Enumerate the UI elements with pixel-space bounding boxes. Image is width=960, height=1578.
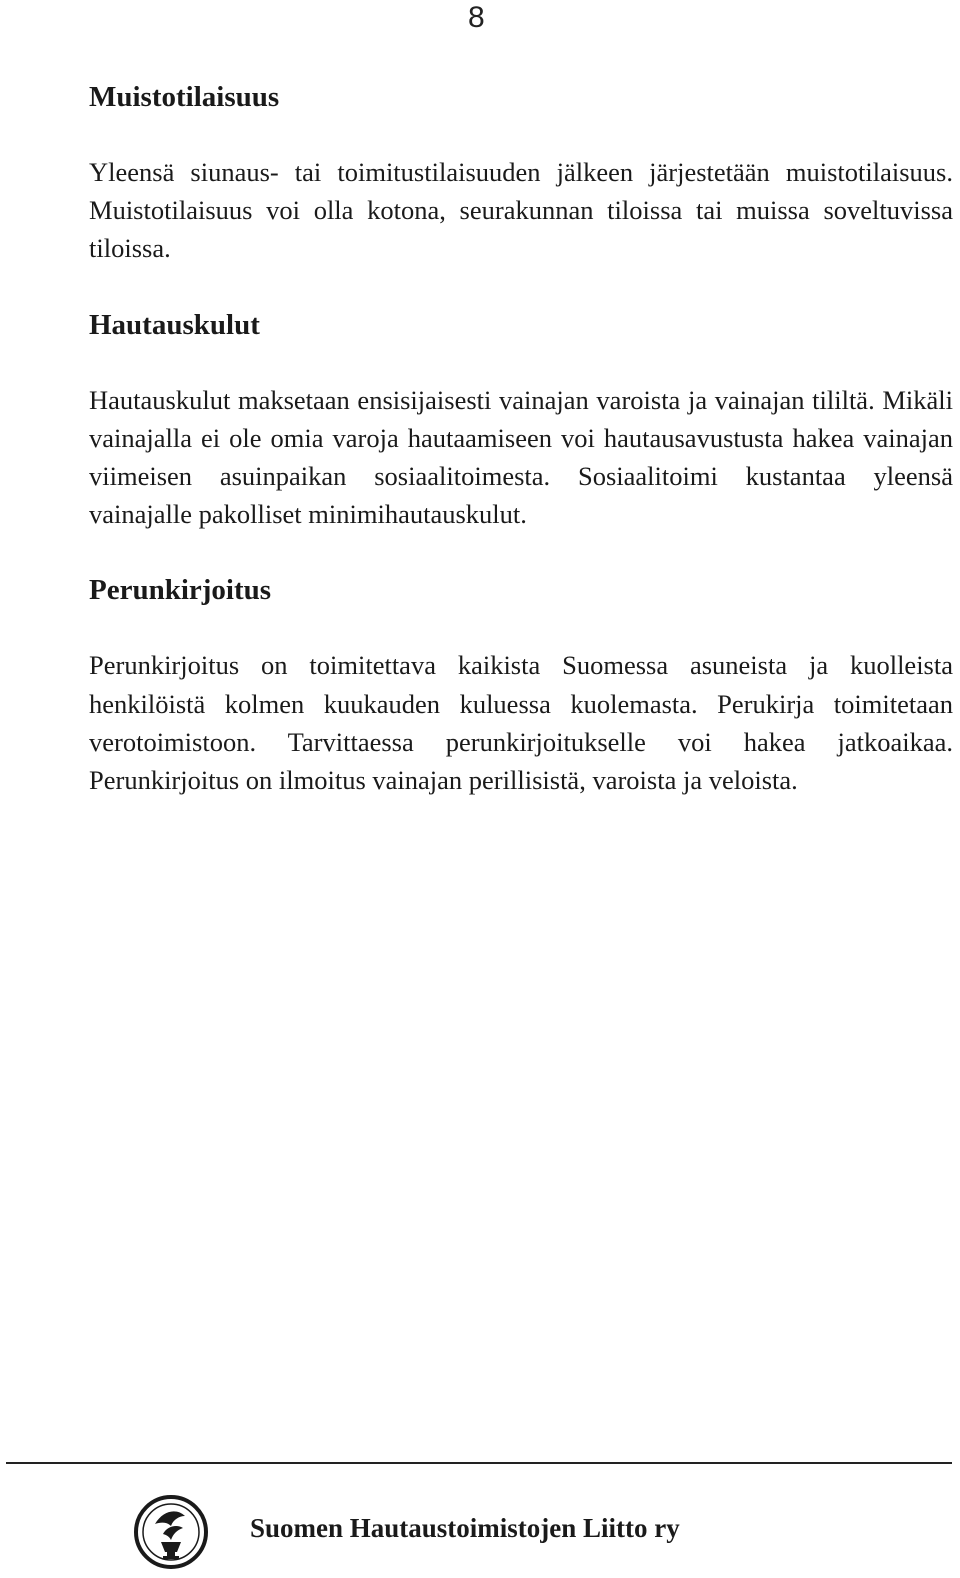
page-number: 8	[468, 1, 485, 34]
footer-organization-name: Suomen Hautaustoimistojen Liitto ry	[250, 1513, 680, 1543]
section-heading-perunkirjoitus: Perunkirjoitus	[89, 574, 272, 607]
section-text-perunkirjoitus: Perunkirjoitus on toimitettava kaikista Suomessa asuneista ja kuolleista henkilöistä kolmen kuukauden kuluessa kuolemasta. Perukirja toimitetaan verotoimistoon. Tarvittaessa perunkirjoitukselle voi hakea jatkoaikaa. Perunkirjoitus on ilmoitus vainajan perillisistä, varoista ja veloista.	[89, 650, 953, 796]
document-body	[89, 78, 953, 799]
association-emblem-icon	[133, 1494, 209, 1570]
section-heading-muistotilaisuus: Muistotilaisuus	[89, 81, 280, 113]
section-heading-hautauskulut: Hautauskulut	[89, 308, 260, 341]
section-text-muistotilaisuus: Yleensä siunaus- tai toimitustilaisuuden jälkeen järjestetään muistotilaisuus. Muistotilaisuus voi olla kotona, seurakunnan tiloissa tai muissa soveltuvissa tiloissa.	[89, 157, 953, 264]
footer-divider	[6, 1462, 952, 1464]
section-text-hautauskulut: Hautauskulut maksetaan ensisijaisesti vainajan varoista ja vainajan tililtä. Mikäli vainajalla ei ole omia varoja hautaamiseen voi hautausavustusta hakea vainajan viimeisen asuinpaikan sosiaalitoimesta. Sosiaalitoimi kustantaa yleensä vainajalle pakolliset minimihautauskulut.	[89, 384, 953, 530]
